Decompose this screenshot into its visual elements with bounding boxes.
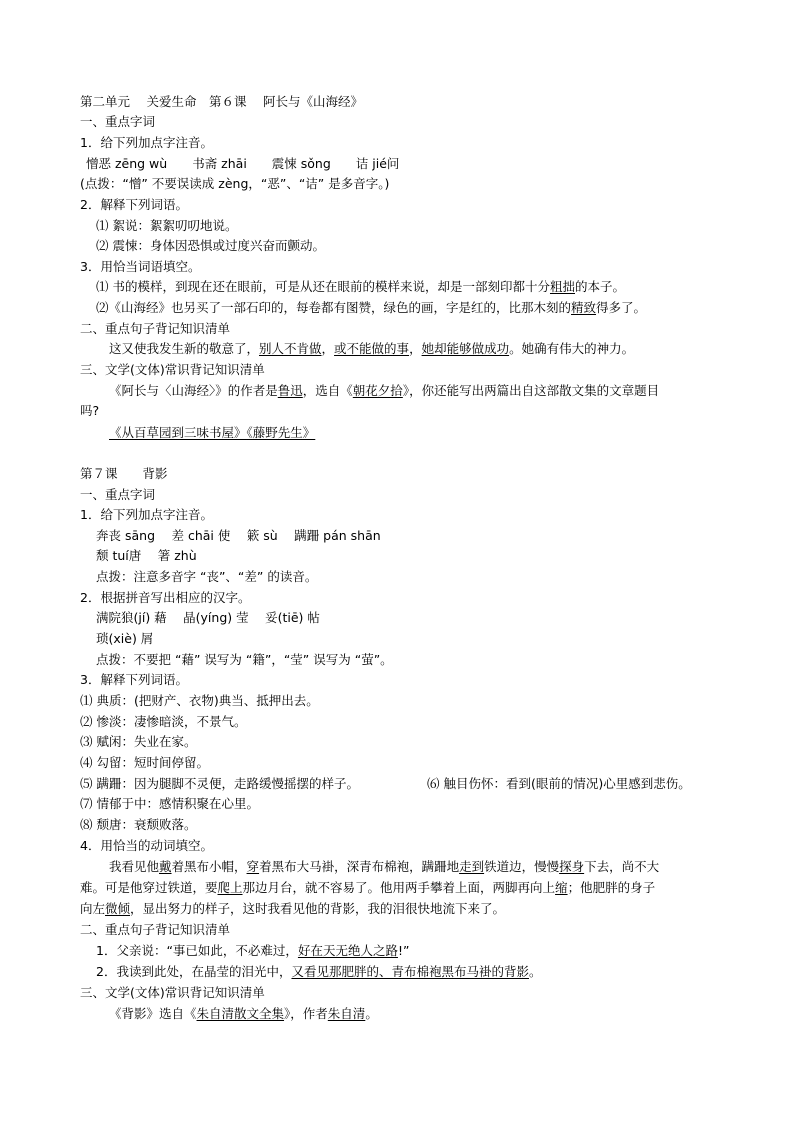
lesson7-title: 第７课 背影 <box>80 466 168 481</box>
lesson6-q3-item1: ⑴ 书的模样，到现在还在眼前，可是从还在眼前的模样来说，却是一部刻印都十分粗拙的本子。 <box>96 279 626 294</box>
lesson6-q1-tip: (点拨：“憎” 不要误读成 zèng，“恶”、“诘” 是多音字。) <box>80 176 390 191</box>
lesson6-q1: 1．给下列加点字注音。 <box>80 135 213 150</box>
lesson6-q3-item2: ⑵《山海经》也另买了一部石印的，每卷都有图赞，绿色的画，字是红的，比那木刻的精致得多了。 <box>96 300 647 315</box>
lesson7-q3-item1: ⑴ 典质：(把财产、衣物)典当、抵押出去。 <box>80 693 319 708</box>
lesson7-q1-words-line1: 奔丧 sāng 差 chāi 使 簌 sù 蹒跚 pán shān <box>96 528 381 543</box>
lesson7-q2-line2: 琐(xiè) 屑 <box>96 631 154 646</box>
lesson7-q4: 4．用恰当的动词填空。 <box>80 838 213 853</box>
lesson6-section3-question-cont: 吗? <box>80 403 100 418</box>
lesson7-q1: 1．给下列加点字注音。 <box>80 507 213 522</box>
lesson6-q1-words: 憎恶 zēng wù 书斋 zhāi 震悚 sǒng 诘 jié问 <box>86 156 400 171</box>
lesson7-q3-item8: ⑻ 颓唐：衰颓败落。 <box>80 817 197 832</box>
lesson7-q1-tip: 点拨：注意多音字 “丧”、“差” 的读音。 <box>96 569 318 584</box>
lesson7-q4-para-line3: 向左微倾，显出努力的样子，这时我看见他的背影，我的泪很快地流下来了。 <box>80 901 506 916</box>
answer-underline: 粗拙 <box>549 279 575 294</box>
lesson7-q2-tip: 点拨：不要把 “藉” 误写为 “籍”，“莹” 误写为 “萤”。 <box>96 652 393 667</box>
lesson6-q2: 2．解释下列词语。 <box>80 197 188 212</box>
lesson6-section3-heading: 三、文学(文体)常识背记知识清单 <box>80 362 265 377</box>
lesson7-q2-line1: 满院狼(jí) 藉 晶(yíng) 莹 妥(tiē) 帖 <box>96 610 320 625</box>
lesson6-section3-answer: 《从百草园到三味书屋》《藤野先生》 <box>109 425 316 440</box>
lesson6-q2-item1: ⑴ 絮说：絮絮叨叨地说。 <box>96 218 238 233</box>
lesson7-q3: 3．解释下列词语。 <box>80 672 188 687</box>
lesson7-q3-item4: ⑷ 勾留：短时间停留。 <box>80 755 209 770</box>
lesson7-section2-heading: 二、重点句子背记知识清单 <box>80 922 231 937</box>
lesson7-q3-item3: ⑶ 赋闲：失业在家。 <box>80 734 197 749</box>
lesson7-q4-para-line1: 我看见他戴着黑布小帽，穿着黑布大马褂，深青布棉袍，蹒跚地走到铁道边，慢慢探身下去，尚不大 <box>109 859 660 874</box>
lesson7-section1-heading: 一、重点字词 <box>80 487 156 502</box>
answer-underline: 精致 <box>571 300 597 315</box>
lesson6-q2-item2: ⑵ 震悚：身体因恐惧或过度兴奋而颤动。 <box>96 238 325 253</box>
lesson7-q3-item5: ⑸ 蹒跚：因为腿脚不灵便，走路缓慢摇摆的样子。 <box>80 776 359 791</box>
lesson7-q2: 2．根据拼音写出相应的汉字。 <box>80 590 251 605</box>
lesson7-q3-item6: ⑹ 触目伤怀：看到(眼前的情况)心里感到悲伤。 <box>427 776 691 791</box>
lesson7-section2-item1: 1．父亲说：“事已如此，不必难过，好在天无绝人之路!” <box>96 943 410 958</box>
lesson7-section3-heading: 三、文学(文体)常识背记知识清单 <box>80 985 265 1000</box>
lesson7-q3-item2: ⑵ 惨淡：凄惨暗淡，不景气。 <box>80 714 247 729</box>
lesson6-section2-sentence: 这又使我发生新的敬意了，别人不肯做，或不能做的事，她却能够做成功。她确有伟大的神力。 <box>109 341 635 356</box>
lesson7-q1-words-line2: 颓 tuí唐 箸 zhù <box>96 548 197 563</box>
lesson6-section2-heading: 二、重点句子背记知识清单 <box>80 321 231 336</box>
lesson7-q4-para-line2: 难。可是他穿过铁道，要爬上那边月台，就不容易了。他用两手攀着上面，两脚再向上缩；他肥胖的身子 <box>80 880 656 895</box>
lesson6-q3: 3．用恰当词语填空。 <box>80 259 201 274</box>
lesson6-section3-question: 《阿长与〈山海经〉》的作者是鲁迅，选自《朝花夕拾》，你还能写出两篇出自这部散文集的文章题目 <box>109 383 660 398</box>
lesson7-section2-item2: 2．我读到此处，在晶莹的泪光中，又看见那肥胖的、青布棉袍黑布马褂的背影。 <box>96 964 542 979</box>
lesson7-section3-answer: 《背影》选自《朱自清散文全集》，作者朱自清。 <box>109 1006 378 1021</box>
lesson7-q3-item7: ⑺ 情郁于中：感情积聚在心里。 <box>80 796 259 811</box>
lesson6-section1-heading: 一、重点字词 <box>80 114 156 129</box>
lesson6-title: 第二单元 关爱生命 第６课 阿长与《山海经》 <box>80 94 363 109</box>
